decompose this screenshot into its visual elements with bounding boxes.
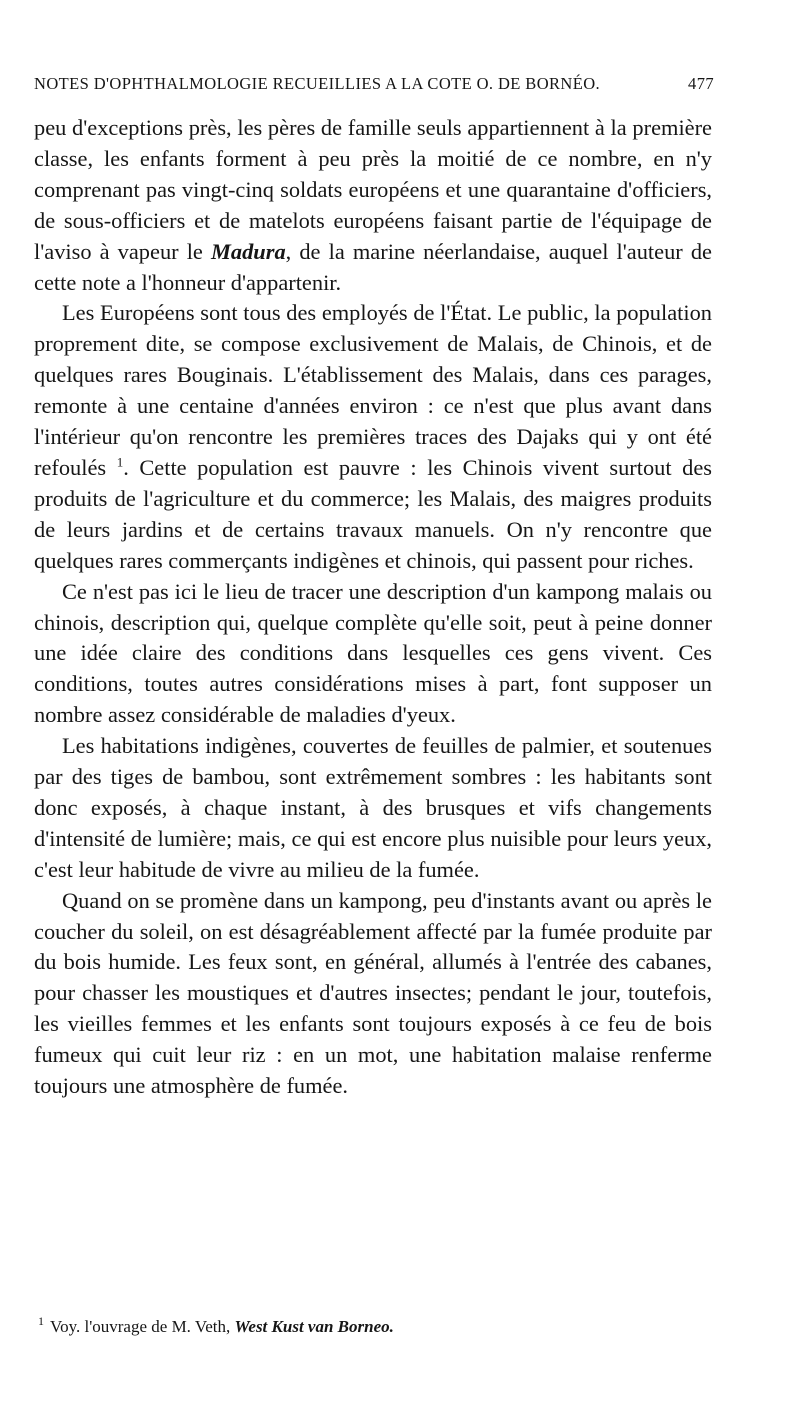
paragraph-5: Quand on se promène dans un kampong, peu d'instants avant ou après le coucher du soleil, on est désagréablement affecté par la fumée produite par du bois humide. Les feux sont, en général, allumés à l'entrée des cabanes, pour chasser les moustiques et d'autres insectes; pendant le jour, toutefois, les vieilles femmes et les enfants sont toujours exposés à ce feu de bois fumeux qui cuit leur riz : en un mot, une habitation malaise renferme toujours une atmosphère de fumée. — [34, 887, 712, 1099]
footnote-text: Voy. l'ouvrage de M. Veth, — [50, 1317, 235, 1336]
ship-name: Madura — [210, 238, 286, 264]
paragraph-1 — [34, 113, 712, 298]
running-title: NOTES D'OPHTHALMOLOGIE RECUEILLIES A LA COTE O. DE BORNÉO. — [34, 74, 601, 93]
paragraph-2 — [34, 298, 712, 576]
paragraph-1-text-end: , de la marine néerlandaise, auquel l'auteur de cette note a l'honneur d'appartenir. — [34, 238, 712, 295]
paragraph-4: Les habitations indigènes, couvertes de feuilles de palmier, et soutenues par des tiges de bambou, sont extrêmement sombres : les habitants sont donc exposés, à chaque instant, à des brusques et vifs changements d'intensité de lumière; mais, ce qui est encore plus nuisible pour leurs yeux, c'est leur habitude de vivre au milieu de la fumée. — [34, 733, 712, 882]
page-number: 477 — [688, 74, 714, 93]
paragraph-2-text: Les Européens sont tous des employés de l'État. Le public, la population proprement dite, se compose exclusivement de Malais, de Chinois, et de quelques rares Bouginais. L'établissement des Malais, dans ces parages, remonte à une centaine d'années environ : ce n'est que plus avant dans l'intérieur qu'on rencontre les premières traces des Dajaks qui y ont été refoulés — [34, 300, 712, 480]
running-header — [34, 74, 714, 102]
footnote-mark: 1 — [38, 1314, 44, 1329]
footnote-reference: 1 — [116, 454, 124, 470]
paragraph-2-text-end: . Cette population est pauvre : les Chinois vivent surtout des produits de l'agriculture et du commerce; les Malais, des maigres produits de leurs jardins et de certains travaux manuels. On n'y rencontre que quelques rares commerçants indigènes et chinois, qui passent pour riches. — [34, 454, 713, 573]
footnote-book-title: West Kust van Borneo. — [234, 1317, 394, 1336]
paragraph-3: Ce n'est pas ici le lieu de tracer une description d'un kampong malais ou chinois, description qui, quelque complète qu'elle soit, peut à peine donner une idée claire des conditions dans lesquelles ces gens vivent. Ces conditions, toutes autres considérations mises à part, font supposer un nombre assez considérable de maladies d'yeux. — [34, 578, 712, 728]
body-text — [34, 113, 712, 1102]
paragraph-1-text: peu d'exceptions près, les pères de famille seuls appartiennent à la première classe, les enfants forment à peu près la moitié de ce nombre, en n'y comprenant pas vingt-cinq soldats européens et une quarantaine d'officiers, de sous-officiers et de matelots européens faisant partie de l'équipage de l'aviso à vapeur le — [34, 115, 712, 264]
footnote — [38, 1316, 718, 1338]
